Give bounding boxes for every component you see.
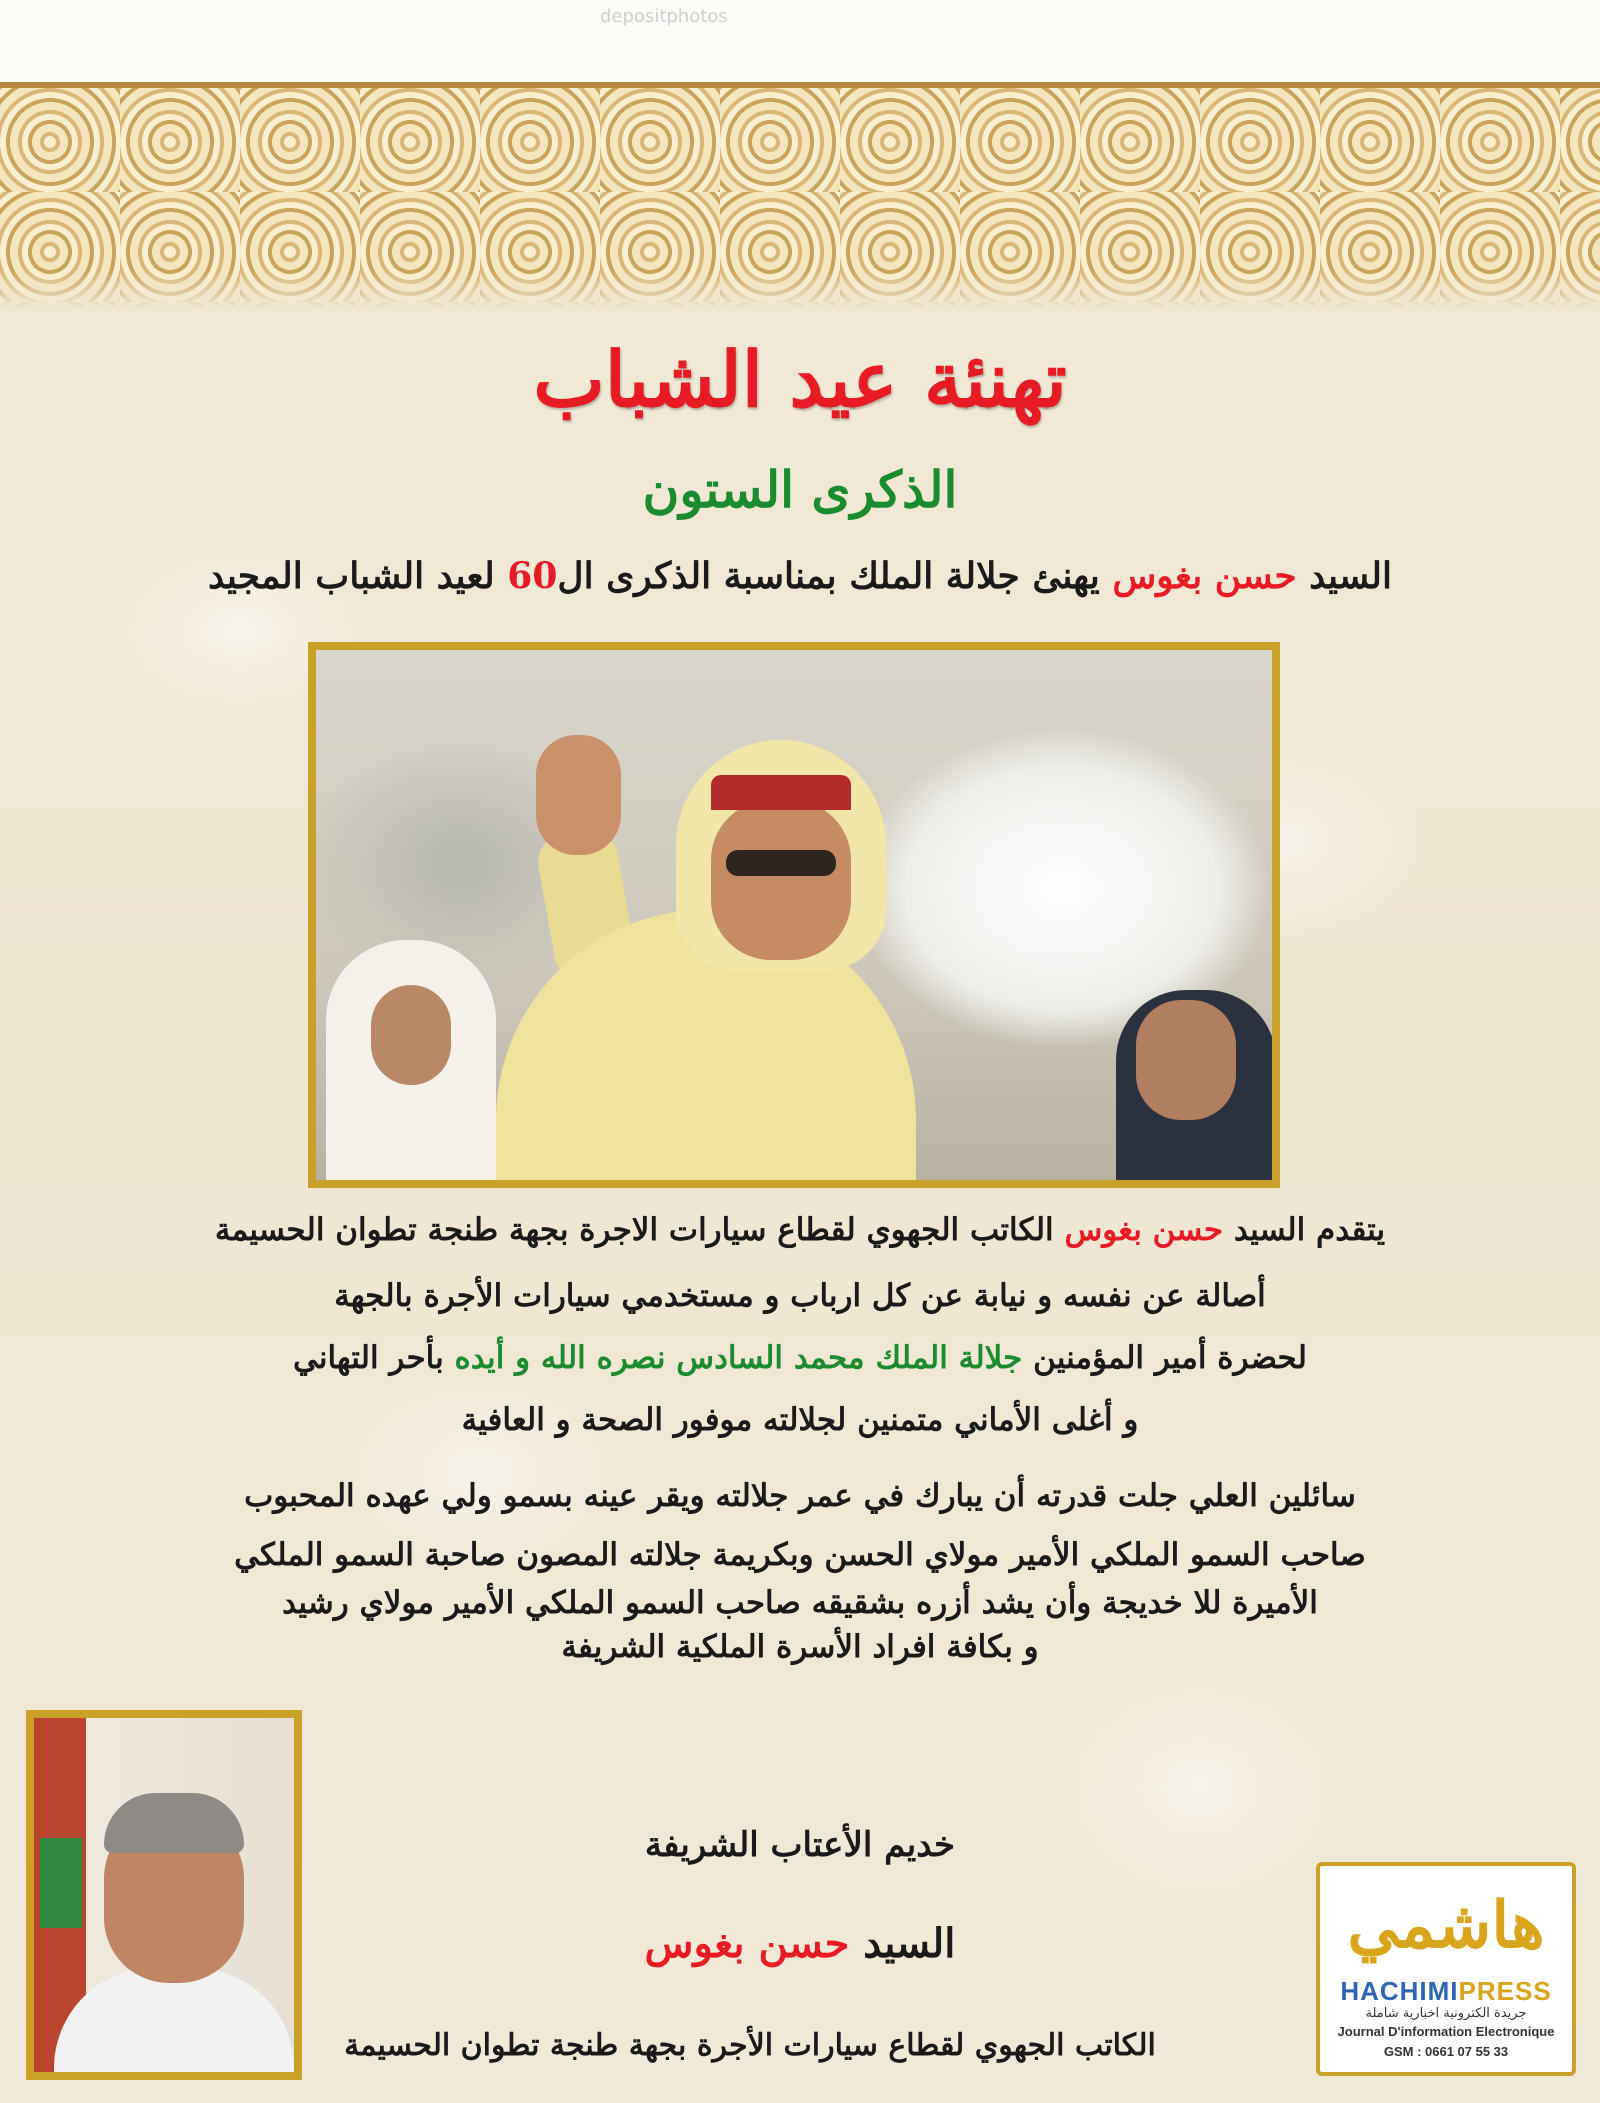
signature-name: حسن بغوس (644, 1920, 850, 1967)
top-margin (0, 0, 1600, 82)
body-line-1-b: الكاتب الجهوي لقطاع سيارات الاجرة بجهة طنجة تطوان الحسيمة (214, 1212, 1054, 1248)
logo-tagline-fr: Journal D'information Electronique (1337, 2024, 1555, 2039)
logo-name (1320, 1976, 1572, 2007)
body-line-7: الأميرة للا خديجة وأن يشد أزره بشقيقه صاحب السمو الملكي الأمير مولاي رشيد (282, 1585, 1318, 1621)
photo-fez (711, 775, 851, 810)
intro-name: حسن بغوس (1112, 555, 1297, 597)
body-line-4: و أغلى الأماني متمنين لجلالته موفور الصحة و العافية (461, 1402, 1139, 1438)
hachimi-press-logo (1316, 1862, 1576, 2076)
king-photo (308, 642, 1280, 1188)
photo-face (711, 800, 851, 960)
body-line-3-a: لحضرة أمير المؤمنين (1033, 1340, 1307, 1376)
ornament-edge (0, 82, 1600, 88)
body-line-8: و بكافة افراد الأسرة الملكية الشريفة (561, 1629, 1039, 1665)
intro-number: 60 (507, 555, 558, 597)
card-title: تهنئة عيد الشباب (533, 335, 1067, 424)
body-line-6: صاحب السمو الملكي الأمير مولاي الحسن وبكريمة جلالته المصون صاحبة السمو الملكي (234, 1537, 1366, 1573)
photo-left-face (371, 985, 451, 1085)
photo-right-face (1136, 1000, 1236, 1120)
body-line-1-name: حسن بغوس (1064, 1212, 1224, 1248)
signature-prefix: السيد (863, 1920, 956, 1967)
intro-line (0, 555, 1600, 597)
portrait-flag (40, 1838, 82, 1928)
intro-part1: السيد (1309, 555, 1392, 597)
body-line-1-a: يتقدم السيد (1233, 1212, 1386, 1248)
intro-part2: يهنئ جلالة الملك بمناسبة الذكرى ال (557, 555, 1100, 597)
card-subtitle: الذكرى الستون (642, 460, 958, 519)
photo-waving-hand (536, 735, 621, 855)
photo-sunglasses (726, 850, 836, 876)
intro-part3: لعيد الشباب المجيد (207, 555, 495, 597)
body-line-1 (150, 1210, 1450, 1250)
body-line-3-green: جلالة الملك محمد السادس نصره الله و أيده (454, 1340, 1023, 1376)
portrait-shirt (54, 1968, 294, 2080)
logo-name-a: HACHIMI (1340, 1976, 1459, 2006)
signature-role: الكاتب الجهوي لقطاع سيارات الأجرة بجهة طنجة تطوان الحسيمة (344, 2028, 1156, 2063)
signer-portrait (26, 1710, 302, 2080)
body-line-5: سائلين العلي جلت قدرته أن يبارك في عمر جلالته ويقر عينه بسمو ولي عهده المحبوب (244, 1478, 1356, 1514)
signature-name-line (500, 1920, 1100, 1967)
signature-servant: خديم الأعتاب الشريفة (644, 1825, 956, 1865)
logo-tagline-ar: جريدة الكترونية اخبارية شاملة (1365, 2006, 1527, 2021)
ornament-band (0, 82, 1600, 310)
body-line-3 (150, 1338, 1450, 1378)
body-line-2: أصالة عن نفسه و نيابة عن كل ارباب و مستخدمي سيارات الأجرة بالجهة (334, 1278, 1266, 1314)
watermark: depositphotos (600, 6, 728, 27)
body-line-3-b: بأحر التهاني (293, 1340, 444, 1376)
portrait-hair (104, 1793, 244, 1853)
logo-gsm: GSM : 0661 07 55 33 (1383, 2044, 1509, 2059)
logo-mark: هاشمي (1347, 1888, 1545, 1963)
logo-name-b: PRESS (1458, 1976, 1552, 2006)
